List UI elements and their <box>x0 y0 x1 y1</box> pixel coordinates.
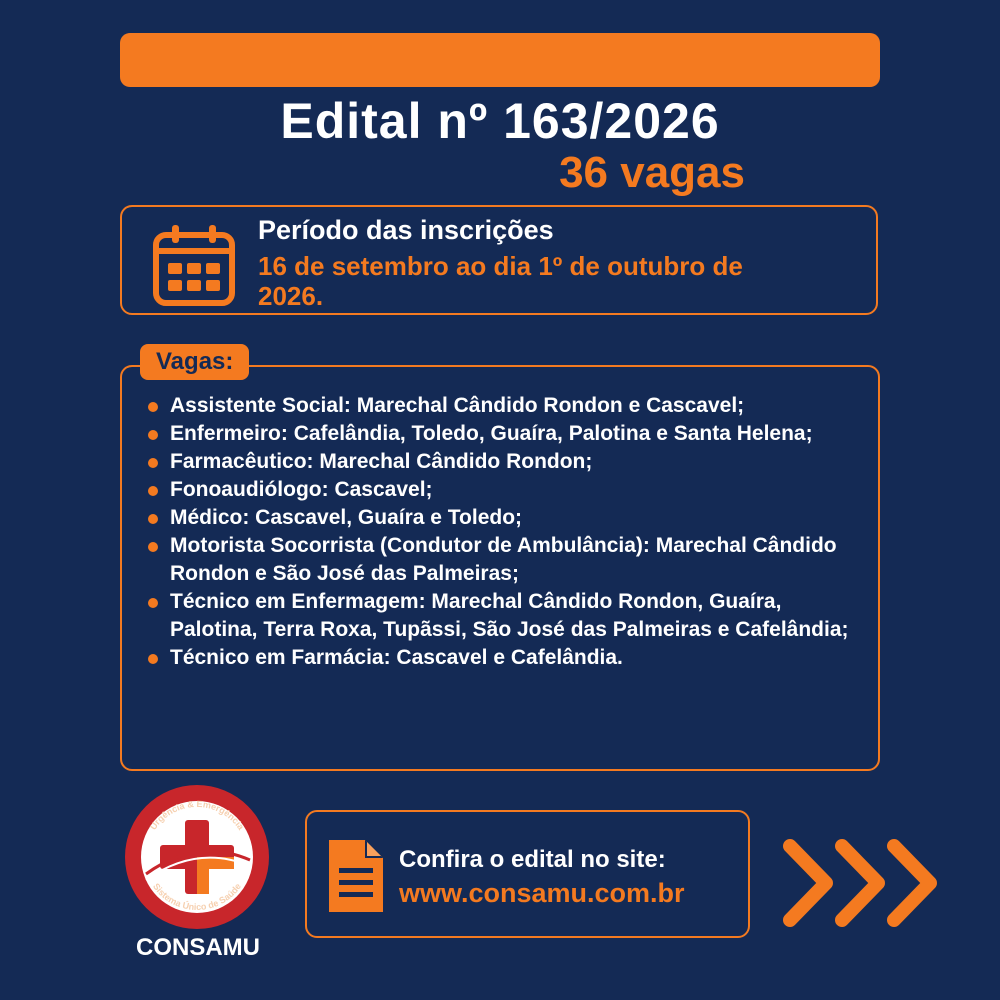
vacancy-item: Motorista Socorrista (Condutor de Ambulância): Marechal Cândido Rondon e São José das Palmeiras; <box>148 532 868 588</box>
vacancy-item: Farmacêutico: Marechal Cândido Rondon; <box>148 448 868 476</box>
calendar-icon <box>152 223 236 307</box>
registration-period-label: Período das inscrições <box>258 215 554 245</box>
page-title: Edital nº 163/2026 <box>280 93 720 149</box>
consamu-logo <box>122 782 272 932</box>
vacancy-item: Médico: Cascavel, Guaíra e Toledo; <box>148 504 868 532</box>
registration-period-box <box>120 205 878 315</box>
website-label: Confira o edital no site: <box>399 846 666 873</box>
vacancies-tag: Vagas: <box>140 344 249 380</box>
logo-name: CONSAMU <box>136 934 260 961</box>
vacancy-item: Assistente Social: Marechal Cândido Rondon e Cascavel; <box>148 392 868 420</box>
vacancies-list <box>148 392 868 672</box>
seal-bottom-text: Sistema Único de Saúde <box>151 881 243 913</box>
website-link[interactable]: www.consamu.com.br <box>399 878 685 908</box>
vacancy-item: Enfermeiro: Cafelândia, Toledo, Guaíra, Palotina e Santa Helena; <box>148 420 868 448</box>
vacancy-item: Técnico em Enfermagem: Marechal Cândido Rondon, Guaíra, Palotina, Terra Roxa, Tupãssi, São José das Palmeiras e Cafelândia; <box>148 588 868 644</box>
registration-period-dates: 16 de setembro ao dia 1º de outubro de 2026. <box>258 251 743 311</box>
seal-top-text: Urgência & Emergência <box>147 798 247 832</box>
vacancy-item: Técnico em Farmácia: Cascavel e Cafelândia. <box>148 644 868 672</box>
website-box[interactable] <box>305 810 750 938</box>
chevrons-right-icon <box>780 838 950 928</box>
vacancy-item: Fonoaudiólogo: Cascavel; <box>148 476 868 504</box>
document-icon <box>325 836 387 916</box>
top-accent-bar <box>120 33 880 87</box>
vacancies-count: 36 vagas <box>559 148 745 197</box>
